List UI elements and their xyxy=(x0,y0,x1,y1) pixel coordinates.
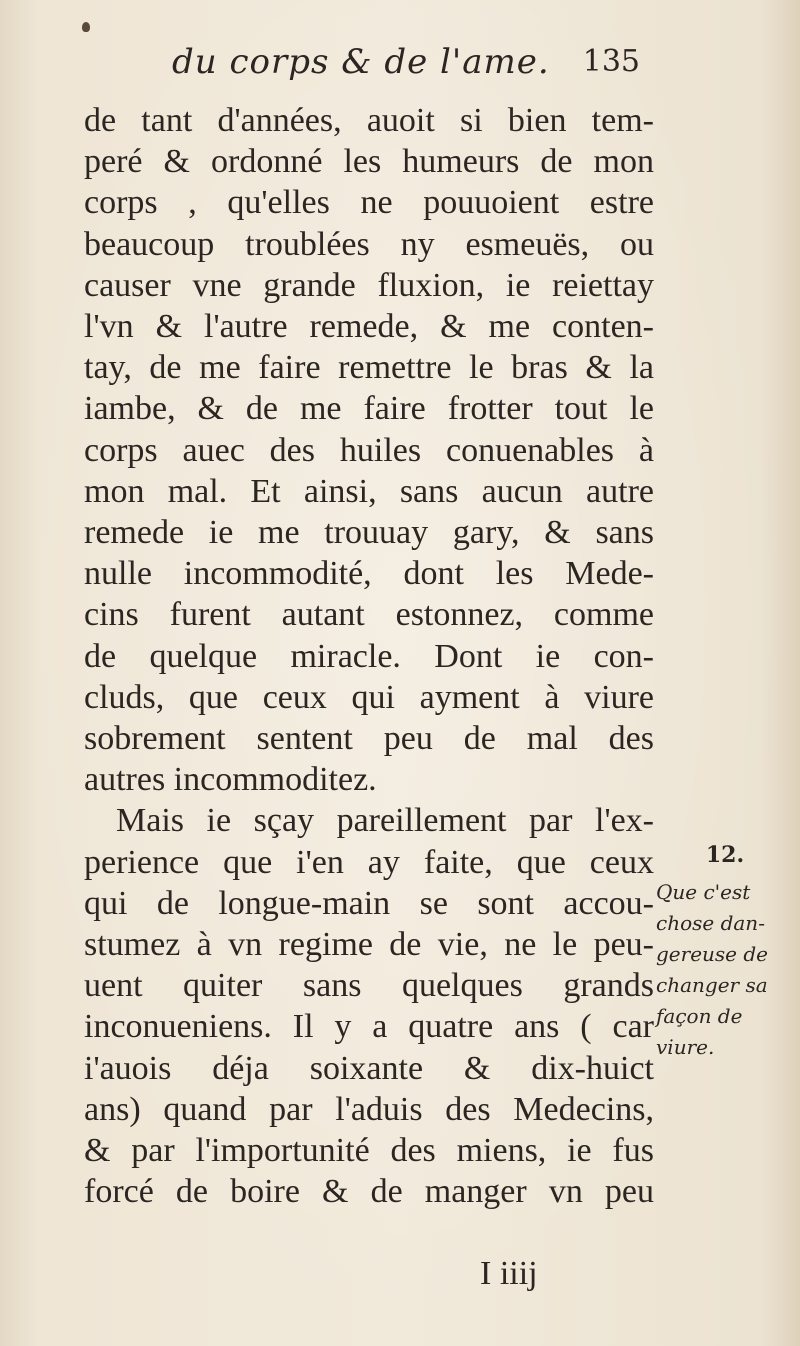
text-line: qui de longue-main se sont accou- xyxy=(84,884,654,922)
margin-note-line: chose dan- xyxy=(656,911,765,935)
text-line: tay, de me faire remettre le bras & la xyxy=(84,349,654,387)
text-line: ans) quand par l'aduis des Medecins, xyxy=(84,1090,654,1128)
margin-note-line: gereuse de xyxy=(656,942,769,966)
text-line: peré & ordonné les humeurs de mon xyxy=(84,143,654,181)
text-line: cluds, que ceux qui ayment à viure xyxy=(84,678,654,716)
page-number: 135 xyxy=(582,44,640,79)
text-line: l'vn & l'autre remede, & me conten- xyxy=(84,308,654,346)
margin-note-number: 12. xyxy=(705,842,745,868)
margin-note-line: façon de xyxy=(656,1004,743,1028)
text-line: i'auois déja soixante & dix-huict xyxy=(84,1049,654,1087)
text-line: & par l'importunité des miens, ie fus xyxy=(84,1132,654,1170)
margin-note-line: Que c'est xyxy=(656,880,751,904)
text-line: beaucoup troublées ny esmeuës, ou xyxy=(84,225,654,263)
margin-note-line: viure. xyxy=(656,1035,715,1059)
text-line: sobrement sentent peu de mal des xyxy=(84,720,654,758)
margin-note-line: changer sa xyxy=(656,973,768,997)
text-line: autres incommoditez. xyxy=(84,761,377,799)
page-header xyxy=(160,42,640,98)
text-line: perience que i'en ay faite, que ceux xyxy=(84,843,654,881)
text-line: corps auec des huiles conuenables à xyxy=(84,431,654,469)
margin-note xyxy=(656,840,794,1063)
text-line: corps , qu'elles ne pouuoient estre xyxy=(84,184,654,222)
body-text xyxy=(84,100,654,1212)
text-line: nulle incommodité, dont les Mede- xyxy=(84,555,654,593)
text-line: de quelque miracle. Dont ie con- xyxy=(84,637,654,675)
text-line: inconueniens. Il y a quatre ans ( car xyxy=(84,1008,654,1046)
ink-mark xyxy=(82,22,90,32)
text-line: stumez à vn regime de vie, ne le peu- xyxy=(84,926,654,964)
signature-mark: I iiij xyxy=(480,1255,538,1292)
text-line: remede ie me trouuay gary, & sans xyxy=(84,514,654,552)
text-line: de tant d'années, auoit si bien tem- xyxy=(84,102,654,139)
running-title: du corps & de l'ame. xyxy=(172,42,550,82)
text-line: mon mal. Et ainsi, sans aucun autre xyxy=(84,472,654,510)
text-line: Mais ie sçay pareillement par l'ex- xyxy=(116,802,654,840)
text-line: iambe, & de me faire frotter tout le xyxy=(84,390,654,428)
text-line: causer vne grande fluxion, ie reiettay xyxy=(84,266,654,304)
text-line: forcé de boire & de manger vn peu xyxy=(84,1173,654,1211)
text-line: cins furent autant estonnez, comme xyxy=(84,596,654,634)
text-line: uent quiter sans quelques grands xyxy=(84,967,654,1005)
